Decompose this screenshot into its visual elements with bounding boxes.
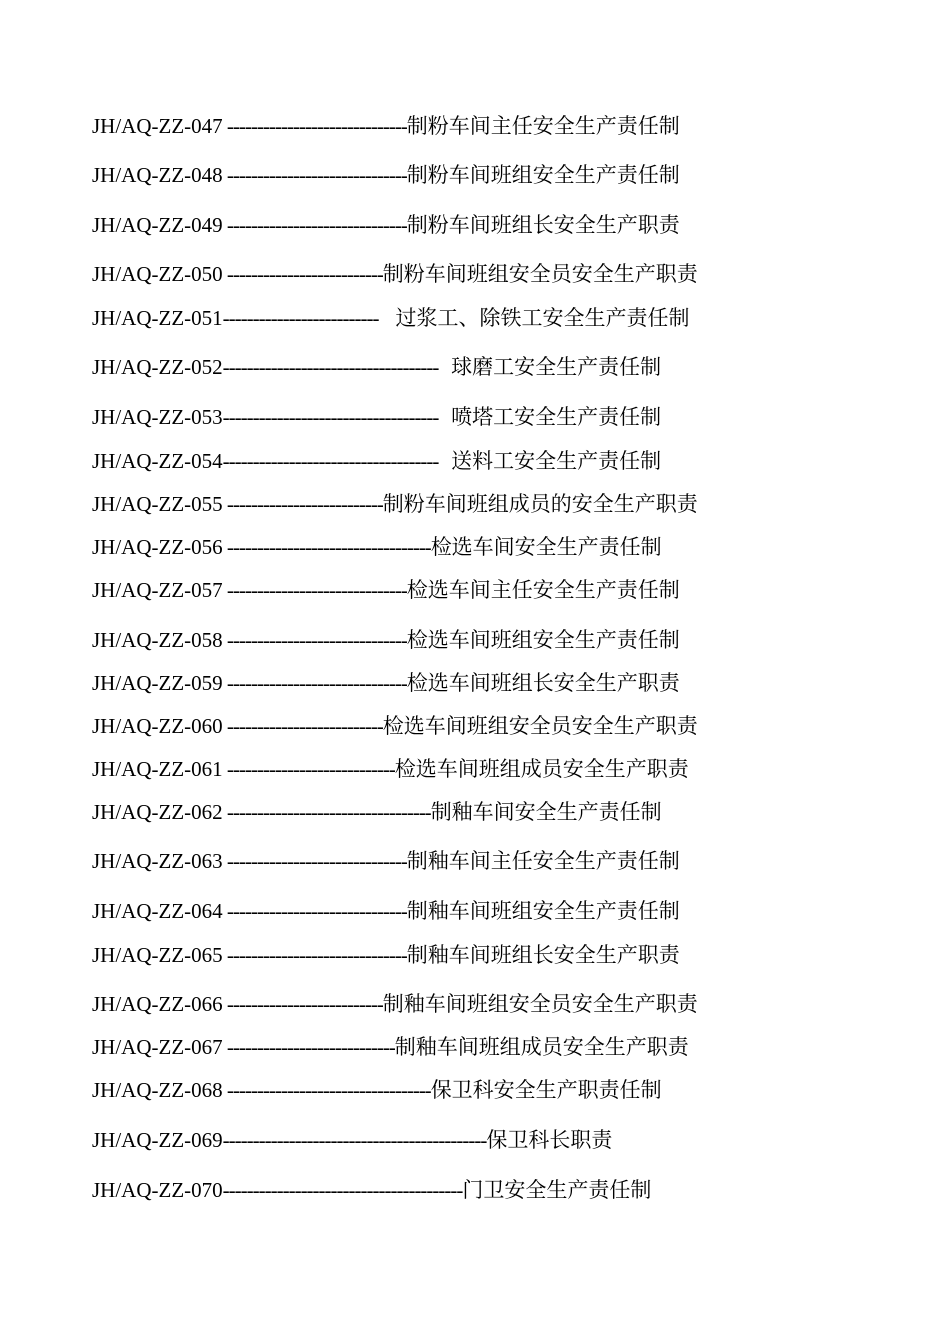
toc-entry (92, 797, 662, 827)
entry-leader: ------------------------------------ (222, 449, 452, 473)
entry-title: 检选车间主任安全生产责任制 (406, 578, 680, 602)
entry-leader: -------------------------- (222, 306, 396, 330)
entry-title: 制粉车间班组长安全生产职责 (406, 213, 680, 237)
entry-code: JH/AQ-ZZ-065 (92, 943, 223, 967)
toc-entry (92, 402, 661, 432)
entry-code: JH/AQ-ZZ-068 (92, 1078, 223, 1102)
entry-code: JH/AQ-ZZ-069 (92, 1128, 223, 1152)
toc-entry (92, 160, 680, 190)
entry-title: 制釉车间主任安全生产责任制 (406, 849, 680, 873)
entry-leader: ------------------------------ (222, 943, 407, 967)
entry-title: 制粉车间班组成员的安全生产职责 (382, 492, 698, 516)
toc-entry (92, 111, 680, 141)
entry-code: JH/AQ-ZZ-056 (92, 535, 223, 559)
entry-leader: ------------------------------ (222, 899, 407, 923)
toc-entry (92, 711, 698, 741)
entry-code: JH/AQ-ZZ-052 (92, 355, 223, 379)
toc-entry (92, 259, 698, 289)
entry-leader: -------------------------- (222, 714, 383, 738)
entry-title: 制粉车间班组安全员安全生产职责 (382, 262, 698, 286)
entry-leader: ------------------------------------ (222, 355, 452, 379)
toc-entry (92, 668, 680, 698)
entry-leader: ------------------------------ (222, 671, 407, 695)
entry-title: 过浆工、除铁工安全生产责任制 (395, 306, 690, 330)
entry-code: JH/AQ-ZZ-048 (92, 163, 223, 187)
entry-title: 检选车间班组安全员安全生产职责 (382, 714, 698, 738)
entry-leader: ------------------------------ (222, 163, 407, 187)
toc-entry (92, 210, 680, 240)
entry-title: 检选车间班组安全生产责任制 (406, 628, 680, 652)
entry-code: JH/AQ-ZZ-054 (92, 449, 223, 473)
entry-title: 检选车间班组长安全生产职责 (406, 671, 680, 695)
entry-leader: ---------------------------------- (222, 800, 431, 824)
entry-code: JH/AQ-ZZ-059 (92, 671, 223, 695)
entry-leader: -------------------------- (222, 992, 383, 1016)
toc-entry (92, 940, 680, 970)
toc-entry (92, 303, 689, 333)
entry-title: 门卫安全生产责任制 (462, 1178, 652, 1202)
entry-leader: ------------------------------------ (222, 405, 452, 429)
entry-title: 喷塔工安全生产责任制 (451, 405, 662, 429)
entry-title: 检选车间班组成员安全生产职责 (394, 757, 689, 781)
entry-title: 制釉车间班组成员安全生产职责 (394, 1035, 689, 1059)
entry-leader: ------------------------------ (222, 849, 407, 873)
entry-title: 制釉车间班组安全生产责任制 (406, 899, 680, 923)
entry-leader: ------------------------------ (222, 578, 407, 602)
entry-leader: ---------------------------------------- (222, 1178, 463, 1202)
toc-entry (92, 1125, 612, 1155)
toc-entry (92, 625, 680, 655)
entry-code: JH/AQ-ZZ-057 (92, 578, 223, 602)
toc-entry (92, 446, 661, 476)
entry-code: JH/AQ-ZZ-049 (92, 213, 223, 237)
entry-title: 保卫科安全生产职责任制 (430, 1078, 662, 1102)
entry-code: JH/AQ-ZZ-070 (92, 1178, 223, 1202)
entry-leader: ---------------------------- (222, 1035, 395, 1059)
entry-title: 送料工安全生产责任制 (451, 449, 662, 473)
entry-code: JH/AQ-ZZ-063 (92, 849, 223, 873)
entry-title: 检选车间安全生产责任制 (430, 535, 662, 559)
toc-entry (92, 754, 689, 784)
entry-leader: ---------------------------------- (222, 535, 431, 559)
entry-code: JH/AQ-ZZ-055 (92, 492, 223, 516)
toc-entry (92, 1175, 651, 1205)
entry-title: 球磨工安全生产责任制 (451, 355, 662, 379)
entry-code: JH/AQ-ZZ-061 (92, 757, 223, 781)
entry-leader: ------------------------------ (222, 628, 407, 652)
entry-leader: ---------------------------------- (222, 1078, 431, 1102)
entry-title: 制粉车间主任安全生产责任制 (406, 114, 680, 138)
entry-code: JH/AQ-ZZ-058 (92, 628, 223, 652)
toc-entry (92, 896, 680, 926)
toc-entry (92, 489, 698, 519)
toc-entry (92, 846, 680, 876)
entry-code: JH/AQ-ZZ-062 (92, 800, 223, 824)
entry-leader: ---------------------------- (222, 757, 395, 781)
toc-entry (92, 1032, 689, 1062)
entry-leader: -------------------------------------------- (222, 1128, 487, 1152)
entry-code: JH/AQ-ZZ-050 (92, 262, 223, 286)
entry-code: JH/AQ-ZZ-060 (92, 714, 223, 738)
toc-entry (92, 575, 680, 605)
entry-code: JH/AQ-ZZ-051 (92, 306, 223, 330)
toc-entry (92, 989, 698, 1019)
entry-leader: ------------------------------ (222, 114, 407, 138)
toc-entry (92, 532, 662, 562)
entry-title: 保卫科长职责 (486, 1128, 613, 1152)
entry-code: JH/AQ-ZZ-053 (92, 405, 223, 429)
entry-title: 制釉车间班组长安全生产职责 (406, 943, 680, 967)
entry-code: JH/AQ-ZZ-064 (92, 899, 223, 923)
toc-entry (92, 1075, 662, 1105)
entry-title: 制釉车间班组安全员安全生产职责 (382, 992, 698, 1016)
toc-entry (92, 352, 661, 382)
entry-leader: ------------------------------ (222, 213, 407, 237)
entry-title: 制釉车间安全生产责任制 (430, 800, 662, 824)
entry-code: JH/AQ-ZZ-067 (92, 1035, 223, 1059)
entry-code: JH/AQ-ZZ-047 (92, 114, 223, 138)
entry-title: 制粉车间班组安全生产责任制 (406, 163, 680, 187)
entry-leader: -------------------------- (222, 262, 383, 286)
entry-leader: -------------------------- (222, 492, 383, 516)
entry-code: JH/AQ-ZZ-066 (92, 992, 223, 1016)
